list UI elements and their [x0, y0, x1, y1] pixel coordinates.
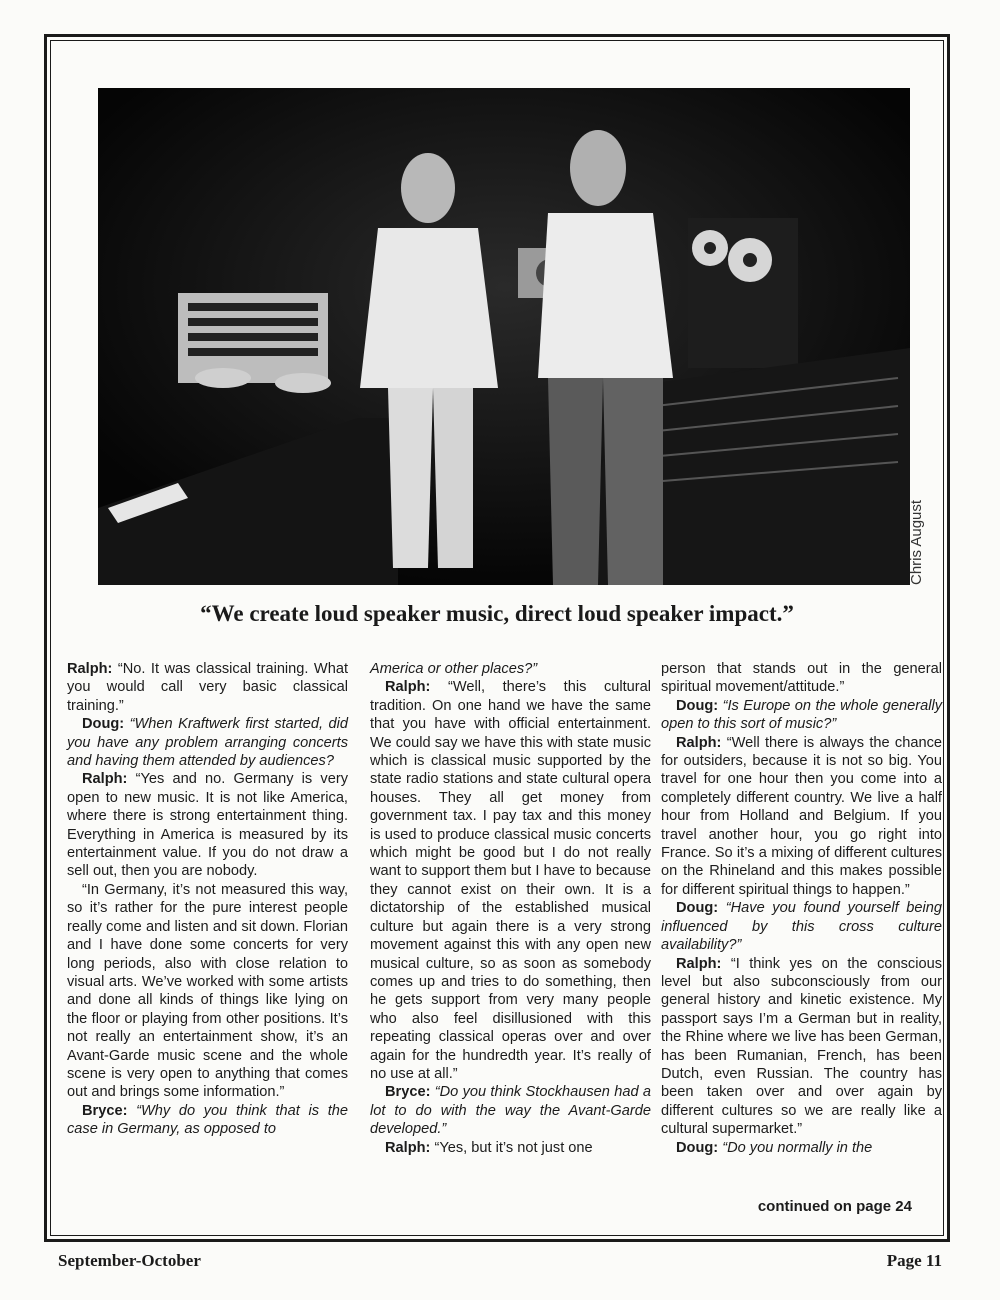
speaker-name: Doug: [676, 1139, 719, 1156]
paragraph-text: “I think yes on the conscious level but also subconsciously from our general history and kinetic existence. My passport says I’m a German but in reality, the Rhine where we live has been German, has been Rumanian, French, has been Dutch, even Russian. The country has been taken over and over again by different cultures so we are really like a cultural supermarket.” [661, 955, 942, 1138]
page-number: Page 11 [886, 1251, 942, 1270]
article-column-1 [67, 660, 348, 1139]
paragraph [370, 678, 651, 1083]
issue-date: September-October [58, 1251, 201, 1270]
paragraph [370, 660, 651, 678]
paragraph-text: “In Germany, it’s not measured this way, so it’s rather for the pure interest people really come and listen and sit down. Florian and I have done some concerts for very long periods, also with close relation to visual arts. We’ve worked with some artists and done all kinds of things like lying on the floor or playing from other positions. It’s not really an entertainment show, it’s an Avant-Garde music scene and the whole scene is very open to anything that comes out and brings some information.” [67, 881, 348, 1101]
paragraph-text: “Why do you think that is the case in Germany, as opposed to [67, 1102, 348, 1138]
speaker-name: Ralph: [676, 955, 722, 972]
speaker-name: Bryce: [385, 1084, 431, 1101]
article-column-2 [370, 660, 651, 1157]
paragraph [661, 734, 942, 900]
paragraph [661, 1139, 942, 1157]
paragraph-text: “Is Europe on the whole generally open to this sort of music?” [661, 697, 942, 733]
speaker-name: Ralph: [385, 1139, 431, 1156]
paragraph [661, 955, 942, 1139]
speaker-name: Doug: [82, 716, 125, 733]
paragraph-text: person that stands out in the general spiritual movement/attitude.” [661, 661, 942, 696]
speaker-name: Ralph: [82, 771, 128, 788]
paragraph [661, 660, 942, 697]
paragraph-text: “Do you normally in the [718, 1139, 873, 1156]
paragraph [67, 715, 348, 770]
paragraph-text: “Have you found yourself being influenced by this cross culture availability?” [661, 900, 942, 954]
studio-photo [98, 88, 910, 585]
paragraph [67, 770, 348, 880]
paragraph-text: “When Kraftwerk first started, did you have any problem arranging concerts and having them attended by audiences? [67, 716, 348, 770]
speaker-name: Ralph: [385, 679, 431, 696]
paragraph [661, 899, 942, 954]
paragraph-text: America or other places?” [370, 661, 538, 677]
paragraph [370, 1083, 651, 1138]
paragraph [67, 1102, 348, 1139]
paragraph-text: “Well there is always the chance for outsiders, because it is not so big. You travel for one hour then you come into a completely different country. We live a half hour from Holland and Belgium. If you travel another hour, you go right into France. So it’s a mixing of different cultures on the Rhineland and this makes possible for different spiritual things to happen.” [661, 734, 942, 898]
photo-credit: Chris August [908, 499, 925, 585]
studio-photo-illustration [98, 88, 910, 585]
speaker-name: Doug: [676, 900, 719, 917]
speaker-name: Ralph: [67, 661, 113, 677]
paragraph [67, 881, 348, 1102]
paragraph [370, 1139, 651, 1157]
paragraph-text: “Yes, but it’s not just one [430, 1139, 593, 1156]
paragraph [661, 697, 942, 734]
pull-quote: “We create loud speaker music, direct loud speaker impact.” [200, 601, 794, 626]
paragraph [67, 660, 348, 715]
article-column-3 [661, 660, 942, 1157]
paragraph-text: “No. It was classical training. What you would call very basic classical training.” [67, 661, 348, 714]
paragraph-text: “Do you think Stockhausen had a lot to do with the way the Avant-Garde developed.” [370, 1084, 651, 1138]
paragraph-text: “Well, there’s this cultural tradition. On one hand we have the same that you have with official entertainment. We could say we have this with state music which is classical music supported by the state radio stations and state cultural opera houses. They all get money from government tax. I pay tax and this money is used to produce classical music concerts which might be good but I do not really want to support them but I have to because they cannot exist on their own. It is a dictatorship of the established musical culture but again there is a very strong movement against this with any open new musical culture, so as soon as somebody comes up and tries to do something, then he gets support from very many people who also feel disillusioned with this repeating classical operas over and over again for the hundredth year. It’s really of no use at all.” [370, 679, 651, 1082]
speaker-name: Doug: [676, 697, 719, 714]
speaker-name: Ralph: [676, 734, 722, 751]
paragraph-text: “Yes and no. Germany is very open to new music. It is not like America, where there is strong entertainment thing. Everything in America is measured by its entertainment value. If you do not draw a sell out, then you are nobody. [67, 771, 348, 880]
continued-note: continued on page 24 [757, 1198, 912, 1215]
speaker-name: Bryce: [82, 1102, 128, 1119]
